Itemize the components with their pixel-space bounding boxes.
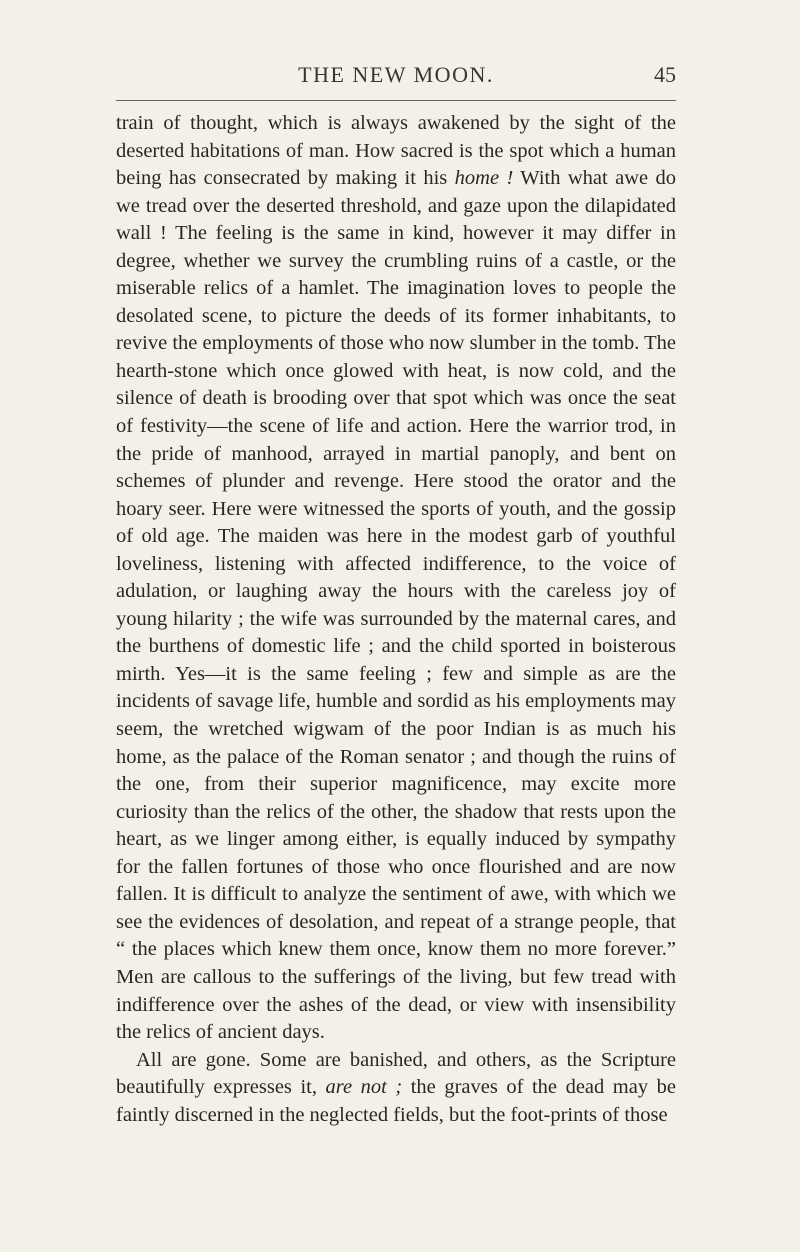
italic-text-segment: home !: [454, 167, 514, 190]
running-head: [116, 62, 676, 98]
text-segment: With what awe do we tread over the deserted threshold, and gaze upon the dilapidated wall ! The feeling is the same in kind, however it may differ in degree, whether we survey the crumbling ruins of a castle, or the miserable relics of a hamlet. The imagination loves to people the desolated scene, to picture the deeds of its former inhabitants, to revive the employments of those who now slumber in the tomb. The hearth-stone which once glowed with heat, is now cold, and the silence of death is brooding over that spot which was once the seat of festivity—the scene of life and action. Here the warrior trod, in the pride of manhood, arrayed in martial panoply, and bent on schemes of plunder and revenge. Here stood the orator and the hoary seer. Here were witnessed the sports of youth, and the gossip of old age. The maiden was here in the modest garb of youthful loveliness, listening with affected indifference, to the voice of adulation, or laughing away the hours with the careless joy of young hilarity ; the wife was surrounded by the maternal cares, and the burthens of domestic life ; and the child sported in boisterous mirth. Yes—it is the same feeling ; few and simple as are the incidents of savage life, humble and sordid as his employments may seem, the wretched wigwam of the poor Indian is as much his home, as the palace of the Roman senator ; and though the ruins of the one, from their superior magnificence, may excite more curiosity than the relics of the other, the shadow that rests upon the heart, as we linger among either, is equally induced by sympathy for the fallen fortunes of those who once flourished and are now fallen. It is difficult to analyze the sentiment of awe, with which we see the evidences of desolation, and repeat of a strange people, that “ the places which knew them once, know them no more forever.” Men are callous to the sufferings of the living, but few tread with indifference over the ashes of the dead, or view with insensibility the relics of ancient days.: [116, 167, 676, 1044]
running-title: THE NEW MOON.: [298, 62, 494, 87]
paragraph: [116, 1047, 676, 1130]
paragraph: [116, 110, 676, 1047]
text-segment: the graves of the dead may be faintly discerned in the neglected fields, but the foot-prints of those: [116, 1076, 676, 1126]
body-text: [116, 110, 676, 1129]
text-segment: All are gone. Some are banished, and others, as the Scripture beautifully expresses it,: [116, 1048, 676, 1099]
text-segment: train of thought, which is always awakened by the sight of the deserted habitations of man. How sacred is the spot which a human being has consecrated by making it his: [116, 112, 676, 190]
page-number: 45: [654, 62, 676, 87]
italic-text-segment: are not ;: [325, 1076, 403, 1099]
header-rule: [116, 100, 676, 101]
